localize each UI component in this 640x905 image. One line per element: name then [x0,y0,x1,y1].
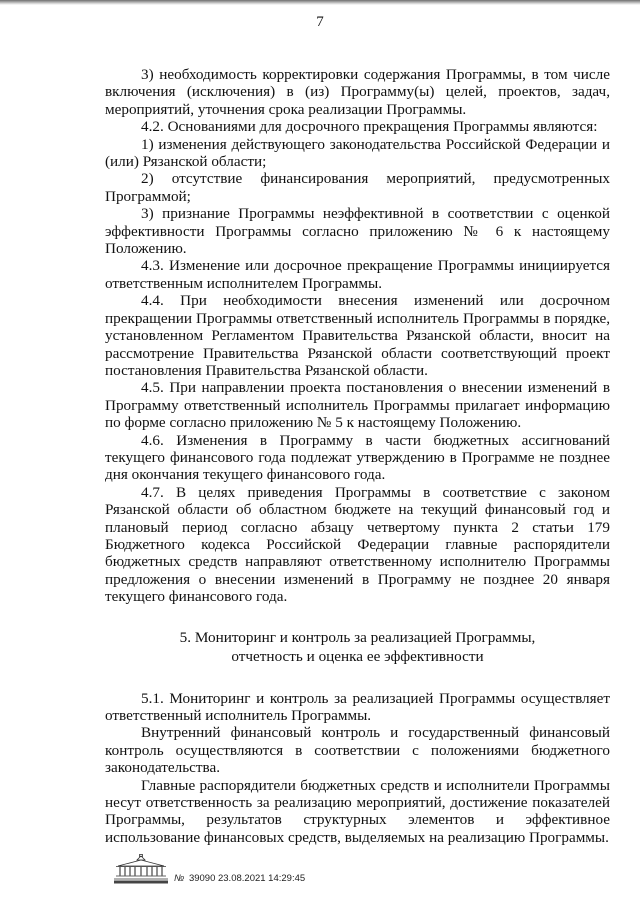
document-body [105,66,610,846]
page-top-edge [0,0,640,5]
paragraph-4-5: 4.5. При направлении проекта постановления о внесении изменений в Программу ответственный исполнитель Программы прилагает информацию по форме согласно приложению № 5 к настоящему Положению. [105,379,610,432]
document-footer [112,854,412,894]
section-heading-line-1: 5. Мониторинг и контроль за реализацией Программы, [179,628,536,646]
paragraph-item-3-correction: 3) необходимость корректировки содержания Программы, в том числе включения (исключения) в (из) Программу(ы) целей, проектов, задач, мероприятий, уточнения срока реализации Программы. [105,66,610,118]
paragraph-item-1-legislation: 1) изменения действующего законодательства Российской Федерации и (или) Рязанской области; [105,135,610,171]
paragraph-5-1: 5.1. Мониторинг и контроль за реализацией Программы осуществляет ответственный исполнитель Программы. [105,689,610,724]
government-building-icon [112,854,170,884]
page-number: 7 [316,14,324,30]
paragraph-4-6: 4.6. Изменения в Программу в части бюджетных ассигнований текущего финансового года подлежат утверждению в Программе не позднее дня окончания текущего финансового года. [105,431,610,484]
section-heading-line-2: отчетность и оценка ее эффективности [231,647,484,665]
paragraph-4-7: 4.7. В целях приведения Программы в соответствие с законом Рязанской области об областном бюджете на текущий финансовый год и плановый период согласно абзацу четвертому пункта 2 статьи 179 Бюджетного кодекса Российской Федерации главные распорядители бюджетных средств направляют ответственному исполнителю Программы предложения о внесении изменений в Программу не позднее 20 января текущего финансового года. [105,483,610,606]
registration-number-date: 39090 23.08.2021 14:29:45 [188,873,306,884]
registration-number-sign: № [174,873,185,884]
paragraph-4-3: 4.3. Изменение или досрочное прекращение Программы инициируется ответственным исполнителем Программы. [105,257,610,292]
paragraph-4-2: 4.2. Основаниями для досрочного прекращения Программы являются: [141,118,598,136]
paragraph-internal-control: Внутренний финансовый контроль и государственный финансовый контроль осуществляются в соответствии с положениями бюджетного законодательства. [105,724,610,777]
registration-stamp [174,873,305,884]
section-5-heading [105,628,610,666]
paragraph-responsibility: Главные распорядители бюджетных средств и исполнители Программы несут ответственность за реализацию мероприятий, достижение показателей Программы, результатов структурных элементов и эффективное использование финансовых средств, выделяемых на реализацию Программы. [105,776,610,846]
paragraph-item-3-ineffective: 3) признание Программы неэффективной в соответствии с оценкой эффективности Программы согласно приложению № 6 к настоящему Положению. [105,205,610,258]
paragraph-4-4: 4.4. При необходимости внесения изменений или досрочном прекращении Программы ответственный исполнитель Программы в порядке, установленном Регламентом Правительства Рязанской области, вносит на рассмотрение Правительства Рязанской области соответствующий проект постановления Правительства Рязанской области. [105,292,610,379]
paragraph-item-2-no-funding: 2) отсутствие финансирования мероприятий, предусмотренных Программой; [105,170,610,205]
